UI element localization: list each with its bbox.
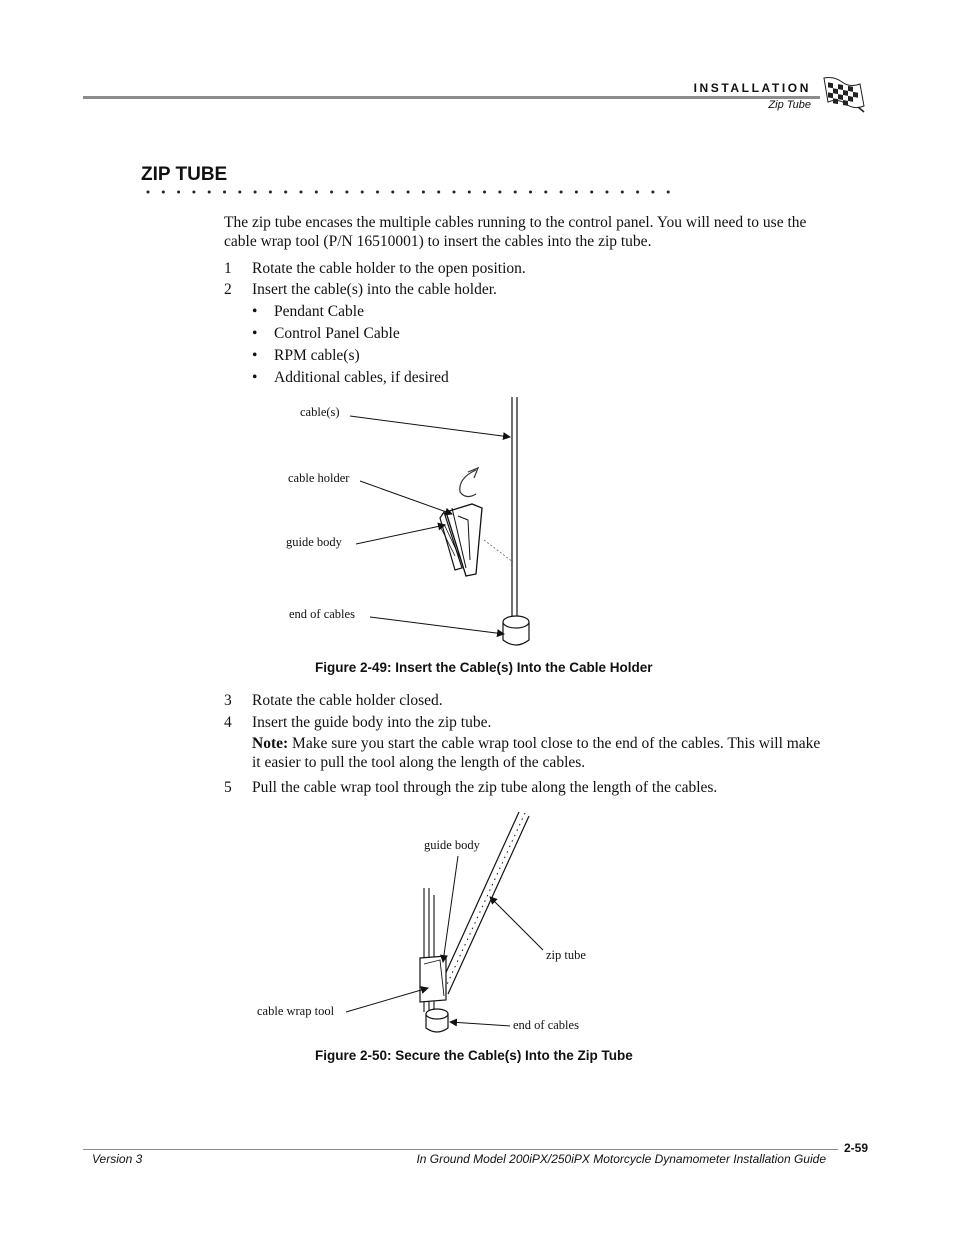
step-number: 3 — [224, 692, 232, 709]
bullet-mark: • — [252, 303, 258, 320]
label-guide-body: guide body — [286, 535, 342, 549]
label-end-of-cables: end of cables — [513, 1018, 579, 1032]
checkered-flag-icon — [820, 76, 866, 114]
bullet-mark: • — [252, 369, 258, 386]
bullet-text: Additional cables, if desired — [274, 369, 449, 386]
section-title: ZIP TUBE — [141, 164, 228, 185]
label-guide-body: guide body — [424, 838, 480, 852]
note-label: Note: — [252, 735, 289, 752]
note-paragraph — [252, 734, 832, 772]
header-section-title: INSTALLATION — [693, 81, 811, 95]
bullet-text: Pendant Cable — [274, 303, 364, 320]
figure-caption: Figure 2-49: Insert the Cable(s) Into the Cable Holder — [315, 660, 653, 675]
bullet-mark: • — [252, 325, 258, 342]
step-text: Pull the cable wrap tool through the zip tube along the length of the cables. — [252, 779, 718, 796]
footer-document-title: In Ground Model 200iPX/250iPX Motorcycle Dynamometer Installation Guide — [416, 1152, 826, 1166]
bullet-text: RPM cable(s) — [274, 347, 360, 364]
step-text: Rotate the cable holder closed. — [252, 692, 443, 709]
label-cable-wrap-tool: cable wrap tool — [257, 1004, 335, 1018]
intro-paragraph: The zip tube encases the multiple cables running to the control panel. You will need to use the cable wrap tool (P/N 16510001) to insert the cables into the zip tube. — [224, 214, 807, 250]
header-subsection-title: Zip Tube — [768, 99, 811, 111]
label-cable-holder: cable holder — [288, 471, 350, 485]
step-number: 1 — [224, 260, 232, 277]
dotted-rule — [141, 186, 686, 198]
note-text: Make sure you start the cable wrap tool close to the end of the cables. This will make it easier to pull the tool along the length of the cables. — [252, 735, 821, 771]
step-text: Insert the guide body into the zip tube. — [252, 714, 492, 731]
step-number: 4 — [224, 714, 232, 731]
header-rule — [83, 96, 820, 99]
figure-caption: Figure 2-50: Secure the Cable(s) Into the Zip Tube — [315, 1048, 633, 1063]
step-number: 2 — [224, 281, 232, 298]
footer-rule — [83, 1149, 838, 1150]
bullet-mark: • — [252, 347, 258, 364]
footer-version: Version 3 — [92, 1152, 143, 1166]
label-cables: cable(s) — [300, 405, 340, 419]
label-zip-tube: zip tube — [546, 948, 586, 962]
page-number: 2-59 — [844, 1141, 869, 1155]
step-number: 5 — [224, 779, 232, 796]
label-end-of-cables: end of cables — [289, 607, 355, 621]
bullet-text: Control Panel Cable — [274, 325, 400, 342]
step-text: Insert the cable(s) into the cable holder. — [252, 281, 497, 298]
step-text: Rotate the cable holder to the open position. — [252, 260, 526, 277]
